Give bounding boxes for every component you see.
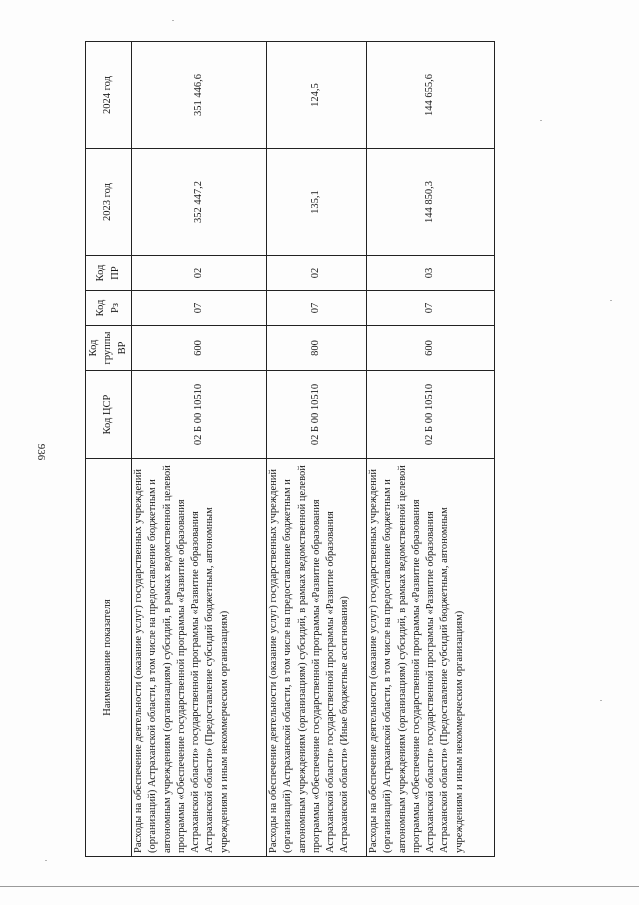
header-csr: Код ЦСР bbox=[86, 371, 132, 459]
scan-speck bbox=[610, 300, 612, 301]
table-row bbox=[267, 42, 367, 857]
scan-speck bbox=[600, 700, 602, 701]
row-rz: 07 bbox=[367, 291, 495, 326]
table-row bbox=[367, 42, 495, 857]
budget-table bbox=[85, 41, 495, 857]
row-pr: 02 bbox=[267, 256, 367, 291]
header-rz: Код Рз bbox=[86, 291, 132, 326]
row-2024: 144 655,6 bbox=[367, 42, 495, 149]
table-row bbox=[132, 42, 267, 857]
row-csr: 02 Б 00 10510 bbox=[367, 371, 495, 459]
page-number: 936 bbox=[35, 443, 47, 461]
row-2024: 351 446,6 bbox=[132, 42, 267, 149]
row-vr: 600 bbox=[132, 326, 267, 371]
row-vr: 800 bbox=[267, 326, 367, 371]
table-header-row bbox=[86, 42, 132, 857]
row-2023: 352 447,2 bbox=[132, 149, 267, 256]
row-pr: 03 bbox=[367, 256, 495, 291]
header-pr: Код ПР bbox=[86, 256, 132, 291]
header-2024: 2024 год bbox=[86, 42, 132, 149]
scan-speck bbox=[172, 20, 174, 21]
row-csr: 02 Б 00 10510 bbox=[132, 371, 267, 459]
scan-speck bbox=[540, 120, 542, 121]
rotated-table-container bbox=[85, 42, 495, 857]
row-pr: 02 bbox=[132, 256, 267, 291]
header-name: Наименование показателя bbox=[86, 459, 132, 857]
header-2023: 2023 год bbox=[86, 149, 132, 256]
row-vr: 600 bbox=[367, 326, 495, 371]
row-name: Расходы на обеспечение деятельности (оказание услуг) государственных учреждений (организаций) Астраханской области, в том числе на предоставление бюджетным и автономным учреждениям (организациям) субсидий, в рамках ведомственной целевой программы «Обеспечение государственной программы «Развитие образования Астраханской области» государственной программы «Развитие образования Астраханской области» (Предоставление субсидий бюджетным, автономным учреждениям и иным некоммерческим организациям) bbox=[132, 459, 267, 857]
row-csr: 02 Б 00 10510 bbox=[267, 371, 367, 459]
row-2023: 135,1 bbox=[267, 149, 367, 256]
scan-speck bbox=[45, 860, 47, 861]
row-rz: 07 bbox=[267, 291, 367, 326]
row-2024: 124,5 bbox=[267, 42, 367, 149]
header-vr: Код группы ВР bbox=[86, 326, 132, 371]
scan-edge-line bbox=[0, 886, 639, 887]
row-name: Расходы на обеспечение деятельности (оказание услуг) государственных учреждений (организаций) Астраханской области, в том числе на предоставление бюджетным и автономным учреждениям (организациям) субсидий, в рамках ведомственной целевой программы «Обеспечение государственной программы «Развитие образования Астраханской области» государственной программы «Развитие образования Астраханской области» (Предоставление субсидий бюджетным, автономным учреждениям и иным некоммерческим организациям) bbox=[367, 459, 495, 857]
row-rz: 07 bbox=[132, 291, 267, 326]
row-name: Расходы на обеспечение деятельности (оказание услуг) государственных учреждений (организаций) Астраханской области, в том числе на предоставление бюджетным и автономным учреждениям (организациям) субсидий, в рамках ведомственной целевой программы «Обеспечение государственной программы «Развитие образования Астраханской области» государственной программы «Развитие образования Астраханской области» (Иные бюджетные ассигнования) bbox=[267, 459, 367, 857]
row-2023: 144 850,3 bbox=[367, 149, 495, 256]
